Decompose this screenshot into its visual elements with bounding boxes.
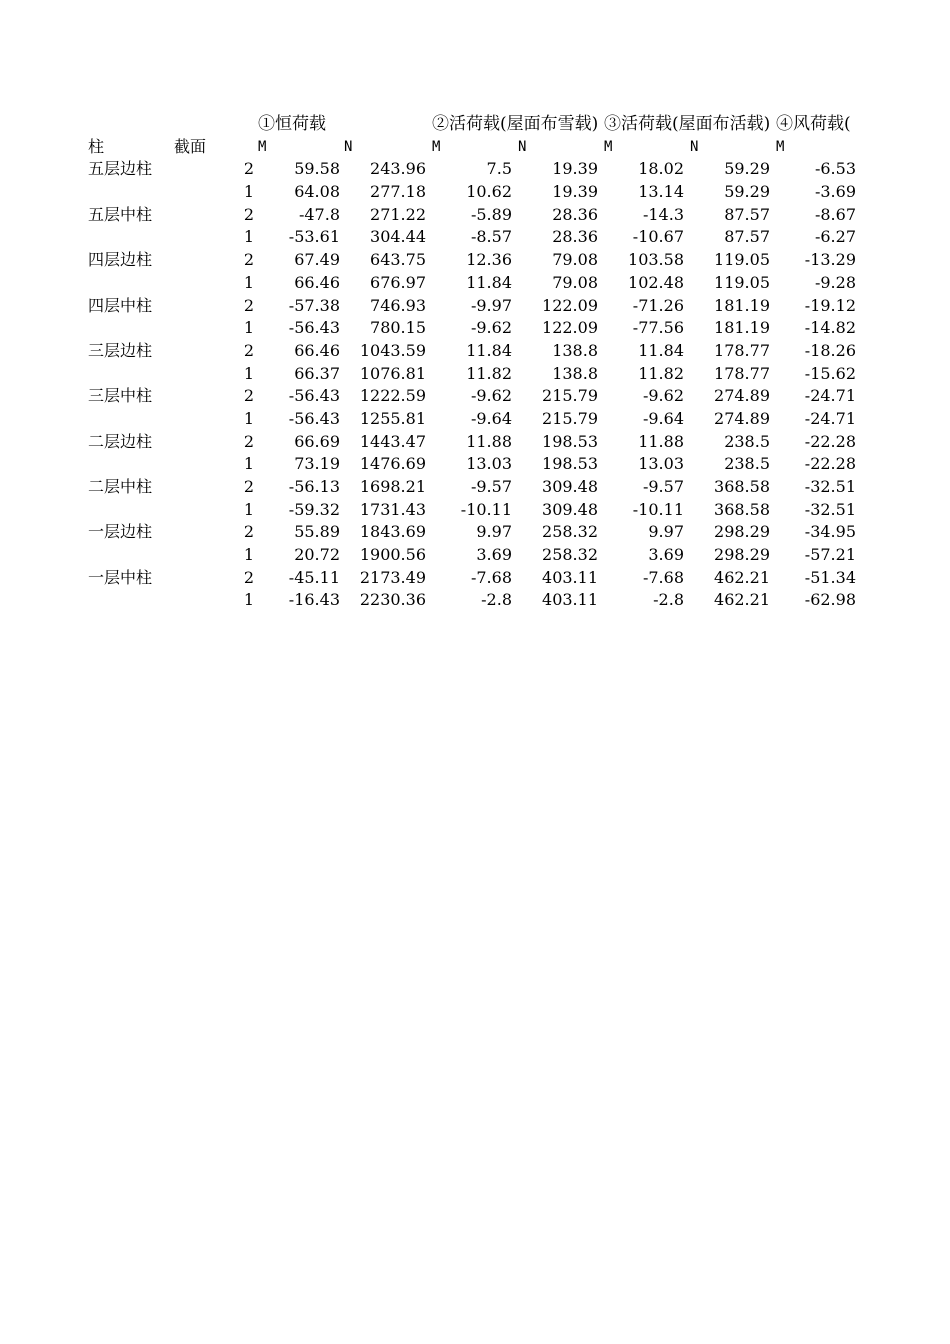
wind-m-cell: -57.21 <box>804 545 856 565</box>
column-label-cell <box>88 272 174 295</box>
dead-n-cell: 643.75 <box>370 250 426 270</box>
section-cell: 2 <box>243 567 254 587</box>
table-row <box>88 340 860 363</box>
column-header-row <box>88 136 860 159</box>
dead-n-cell: 1698.21 <box>359 477 426 496</box>
section-cell: 2 <box>243 295 254 315</box>
wind-m-cell: -18.26 <box>804 340 856 360</box>
snow-m-cell: -8.57 <box>470 227 512 247</box>
snow-n-cell: 215.79 <box>542 408 598 428</box>
dead-n-cell: 1843.69 <box>359 522 426 542</box>
dead-n-cell: 2173.49 <box>359 567 426 587</box>
snow-m-cell: -9.97 <box>470 295 512 315</box>
m-header: M <box>604 138 613 155</box>
snow-m-cell: -10.11 <box>460 499 512 519</box>
table-row <box>88 567 860 590</box>
wind-m-cell: -8.67 <box>814 204 856 224</box>
dead-m-cell: 59.58 <box>294 159 340 179</box>
column-label-cell <box>88 226 174 249</box>
live-n-cell: 59.29 <box>724 159 770 179</box>
column-label-cell: 一层中柱 <box>88 567 153 587</box>
snow-m-cell: -5.89 <box>470 204 512 224</box>
live-n-cell: 274.89 <box>714 386 770 406</box>
live-n-cell: 298.29 <box>714 522 770 542</box>
snow-m-cell: -7.68 <box>470 567 512 587</box>
column-label-cell <box>88 453 174 476</box>
table-row <box>88 249 860 272</box>
snow-m-cell: 3.69 <box>476 545 512 565</box>
dead-n-cell: 1731.43 <box>359 499 426 519</box>
dead-m-cell: 67.49 <box>294 250 340 270</box>
live-m-cell: 11.82 <box>638 363 684 383</box>
snow-n-cell: 215.79 <box>542 386 598 406</box>
snow-n-cell: 19.39 <box>552 159 598 179</box>
wind-m-cell: -32.51 <box>804 477 856 496</box>
wind-m-cell: -6.53 <box>814 159 856 179</box>
dead-m-cell: -45.11 <box>288 567 340 587</box>
section-header: 截面 <box>174 136 207 156</box>
m-header: M <box>432 138 441 155</box>
section-cell: 2 <box>243 340 254 360</box>
live-n-cell: 87.57 <box>724 227 770 247</box>
column-label-cell: 二层中柱 <box>88 477 153 496</box>
column-label-cell: 一层边柱 <box>88 522 153 542</box>
wind-m-cell: -34.95 <box>804 522 856 542</box>
snow-n-cell: 79.08 <box>552 272 598 292</box>
dead-m-cell: 64.08 <box>294 182 340 202</box>
load-case-header-row <box>88 113 860 136</box>
section-cell: 2 <box>243 522 254 542</box>
column-label-cell: 三层边柱 <box>88 340 153 360</box>
load-case-live-snow-header: ②活荷载(屋面布雪载) <box>432 114 598 134</box>
live-n-cell: 119.05 <box>714 250 770 270</box>
table-row <box>88 295 860 318</box>
snow-n-cell: 403.11 <box>542 567 598 587</box>
live-n-cell: 178.77 <box>714 340 770 360</box>
snow-m-cell: 11.88 <box>466 431 512 451</box>
wind-m-cell: -15.62 <box>804 363 856 383</box>
dead-m-cell: 73.19 <box>294 454 340 474</box>
live-m-cell: 18.02 <box>638 159 684 179</box>
live-m-cell: -71.26 <box>632 295 684 315</box>
dead-n-cell: 1222.59 <box>359 386 426 406</box>
m-header: M <box>258 138 267 155</box>
internal-force-table <box>88 113 860 612</box>
live-m-cell: -9.64 <box>642 408 684 428</box>
wind-m-cell: -19.12 <box>804 295 856 315</box>
table-row <box>88 226 860 249</box>
live-m-cell: 103.58 <box>628 250 684 270</box>
table-row <box>88 544 860 567</box>
live-n-cell: 462.21 <box>714 590 770 610</box>
live-m-cell: 102.48 <box>628 272 684 292</box>
live-m-cell: -10.11 <box>632 499 684 519</box>
table-row <box>88 204 860 227</box>
live-n-cell: 181.19 <box>714 295 770 315</box>
dead-n-cell: 1476.69 <box>359 454 426 474</box>
live-n-cell: 59.29 <box>724 182 770 202</box>
dead-m-cell: -53.61 <box>288 227 340 247</box>
snow-m-cell: -2.8 <box>481 590 512 610</box>
live-n-cell: 368.58 <box>714 499 770 519</box>
dead-n-cell: 746.93 <box>370 295 426 315</box>
live-n-cell: 178.77 <box>714 363 770 383</box>
section-cell: 2 <box>243 431 254 451</box>
column-label-cell: 五层中柱 <box>88 204 153 224</box>
section-cell: 1 <box>243 408 254 428</box>
table-row <box>88 476 860 499</box>
column-label-cell <box>88 544 174 567</box>
column-label-cell: 二层边柱 <box>88 431 153 451</box>
live-m-cell: 11.84 <box>638 340 684 360</box>
dead-m-cell: 20.72 <box>294 545 340 565</box>
n-header: N <box>518 138 527 155</box>
column-label-cell <box>88 589 174 612</box>
live-m-cell: -77.56 <box>632 318 684 338</box>
live-n-cell: 274.89 <box>714 408 770 428</box>
snow-m-cell: -9.64 <box>470 408 512 428</box>
dead-n-cell: 1076.81 <box>359 363 426 383</box>
snow-m-cell: 12.36 <box>466 250 512 270</box>
dead-m-cell: -16.43 <box>288 590 340 610</box>
live-m-cell: -10.67 <box>632 227 684 247</box>
table-row <box>88 363 860 386</box>
table-body <box>88 158 860 612</box>
load-case-live-roof-header: ③活荷载(屋面布活载) <box>604 114 771 134</box>
dead-n-cell: 1443.47 <box>359 431 426 451</box>
section-cell: 2 <box>243 386 254 406</box>
snow-m-cell: 13.03 <box>466 454 512 474</box>
snow-n-cell: 79.08 <box>552 250 598 270</box>
dead-m-cell: 66.46 <box>294 272 340 292</box>
column-label-cell <box>88 408 174 431</box>
live-n-cell: 87.57 <box>724 204 770 224</box>
snow-n-cell: 309.48 <box>542 499 598 519</box>
wind-m-cell: -22.28 <box>804 454 856 474</box>
snow-n-cell: 28.36 <box>552 227 598 247</box>
live-n-cell: 368.58 <box>714 477 770 496</box>
section-cell: 1 <box>243 182 254 202</box>
load-case-dead-header: ①恒荷载 <box>258 114 326 134</box>
snow-n-cell: 122.09 <box>542 318 598 338</box>
snow-m-cell: 9.97 <box>476 522 512 542</box>
dead-m-cell: 66.46 <box>294 340 340 360</box>
snow-n-cell: 138.8 <box>552 340 598 360</box>
wind-m-cell: -3.69 <box>814 182 856 202</box>
dead-n-cell: 780.15 <box>370 318 426 338</box>
dead-n-cell: 243.96 <box>370 159 426 179</box>
dead-n-cell: 277.18 <box>370 182 426 202</box>
live-m-cell: 11.88 <box>638 431 684 451</box>
snow-n-cell: 309.48 <box>542 477 598 496</box>
wind-m-cell: -62.98 <box>804 590 856 610</box>
table-row <box>88 521 860 544</box>
wind-m-cell: -51.34 <box>804 567 856 587</box>
snow-n-cell: 403.11 <box>542 590 598 610</box>
dead-n-cell: 271.22 <box>370 204 426 224</box>
dead-m-cell: 55.89 <box>294 522 340 542</box>
wind-m-cell: -6.27 <box>814 227 856 247</box>
dead-m-cell: -56.43 <box>288 408 340 428</box>
section-cell: 1 <box>243 545 254 565</box>
snow-m-cell: 10.62 <box>466 182 512 202</box>
section-cell: 1 <box>243 499 254 519</box>
column-header: 柱 <box>88 136 105 156</box>
live-m-cell: -9.57 <box>642 477 684 496</box>
dead-m-cell: -47.8 <box>298 204 340 224</box>
column-label-cell: 四层中柱 <box>88 295 153 315</box>
live-n-cell: 238.5 <box>724 454 770 474</box>
live-n-cell: 298.29 <box>714 545 770 565</box>
table-row <box>88 181 860 204</box>
live-m-cell: -9.62 <box>642 386 684 406</box>
section-cell: 1 <box>243 363 254 383</box>
section-cell: 1 <box>243 590 254 610</box>
column-label-cell: 三层中柱 <box>88 386 153 406</box>
snow-m-cell: 11.84 <box>466 340 512 360</box>
column-label-cell <box>88 499 174 522</box>
snow-n-cell: 198.53 <box>542 431 598 451</box>
dead-m-cell: 66.37 <box>294 363 340 383</box>
snow-n-cell: 258.32 <box>542 545 598 565</box>
snow-n-cell: 198.53 <box>542 454 598 474</box>
dead-m-cell: -59.32 <box>288 499 340 519</box>
dead-n-cell: 676.97 <box>370 272 426 292</box>
snow-m-cell: -9.62 <box>470 318 512 338</box>
table-row <box>88 499 860 522</box>
dead-m-cell: 66.69 <box>294 431 340 451</box>
section-cell: 1 <box>243 454 254 474</box>
column-label-cell: 五层边柱 <box>88 159 153 179</box>
live-m-cell: -14.3 <box>642 204 684 224</box>
dead-n-cell: 2230.36 <box>359 590 426 610</box>
live-m-cell: 9.97 <box>648 522 684 542</box>
dead-n-cell: 304.44 <box>370 227 426 247</box>
wind-m-cell: -24.71 <box>804 408 856 428</box>
section-cell: 1 <box>243 318 254 338</box>
section-cell: 2 <box>243 250 254 270</box>
table-row <box>88 431 860 454</box>
wind-m-cell: -22.28 <box>804 431 856 451</box>
section-cell: 1 <box>243 272 254 292</box>
section-cell: 1 <box>243 227 254 247</box>
table-row <box>88 385 860 408</box>
dead-n-cell: 1255.81 <box>359 408 426 428</box>
dead-n-cell: 1900.56 <box>359 545 426 565</box>
snow-m-cell: -9.62 <box>470 386 512 406</box>
snow-n-cell: 28.36 <box>552 204 598 224</box>
table-row <box>88 158 860 181</box>
dead-m-cell: -56.43 <box>288 386 340 406</box>
section-cell: 2 <box>243 477 254 496</box>
table-row <box>88 589 860 612</box>
snow-n-cell: 138.8 <box>552 363 598 383</box>
live-m-cell: 13.03 <box>638 454 684 474</box>
snow-m-cell: 7.5 <box>486 159 512 179</box>
live-n-cell: 181.19 <box>714 318 770 338</box>
column-label-cell <box>88 317 174 340</box>
wind-m-cell: -24.71 <box>804 386 856 406</box>
live-m-cell: 13.14 <box>638 182 684 202</box>
m-header: M <box>776 138 785 155</box>
section-cell: 2 <box>243 159 254 179</box>
section-cell: 2 <box>243 204 254 224</box>
wind-m-cell: -13.29 <box>804 250 856 270</box>
table-row <box>88 453 860 476</box>
column-label-cell: 四层边柱 <box>88 250 153 270</box>
snow-m-cell: -9.57 <box>470 477 512 496</box>
dead-m-cell: -56.13 <box>288 477 340 496</box>
snow-n-cell: 258.32 <box>542 522 598 542</box>
live-n-cell: 462.21 <box>714 567 770 587</box>
dead-m-cell: -57.38 <box>288 295 340 315</box>
table-row <box>88 272 860 295</box>
column-label-cell <box>88 363 174 386</box>
column-label-cell <box>88 181 174 204</box>
snow-m-cell: 11.82 <box>466 363 512 383</box>
table-row <box>88 317 860 340</box>
snow-n-cell: 19.39 <box>552 182 598 202</box>
n-header: N <box>344 138 353 155</box>
wind-m-cell: -9.28 <box>814 272 856 292</box>
wind-m-cell: -32.51 <box>804 499 856 519</box>
n-header: N <box>690 138 699 155</box>
live-n-cell: 238.5 <box>724 431 770 451</box>
live-m-cell: 3.69 <box>648 545 684 565</box>
load-case-wind-header: ④风荷载( <box>776 114 851 134</box>
live-m-cell: -2.8 <box>653 590 684 610</box>
snow-m-cell: 11.84 <box>466 272 512 292</box>
dead-n-cell: 1043.59 <box>359 340 426 360</box>
wind-m-cell: -14.82 <box>804 318 856 338</box>
table-row <box>88 408 860 431</box>
dead-m-cell: -56.43 <box>288 318 340 338</box>
live-n-cell: 119.05 <box>714 272 770 292</box>
snow-n-cell: 122.09 <box>542 295 598 315</box>
live-m-cell: -7.68 <box>642 567 684 587</box>
